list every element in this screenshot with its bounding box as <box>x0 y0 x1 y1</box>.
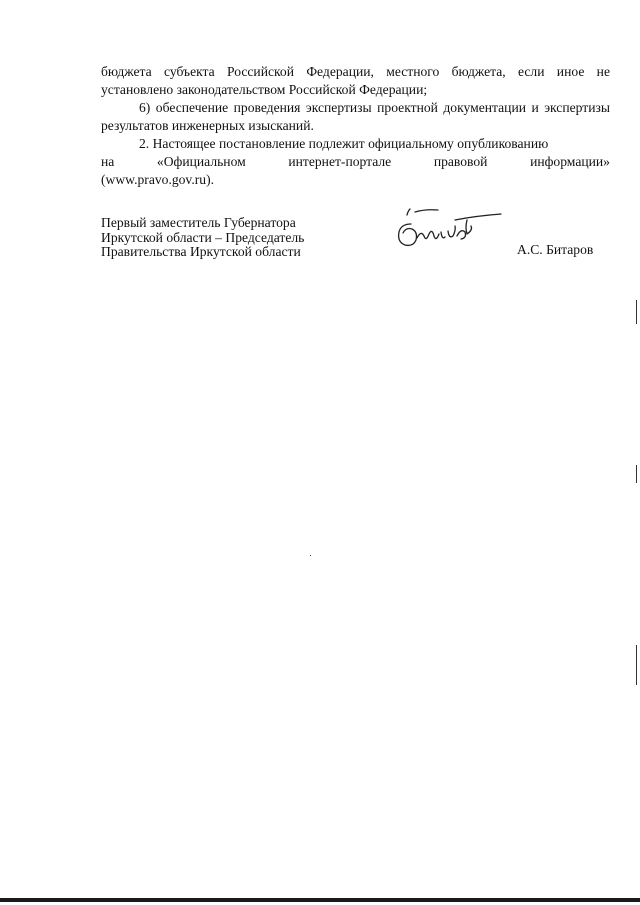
signer-name: А.С. Битаров <box>517 242 594 257</box>
clause-2-word: информации» <box>530 154 610 169</box>
clause-2-word: интернет-портале <box>288 154 392 169</box>
position-line: Первый заместитель Губернатора <box>101 215 296 230</box>
scan-artifact <box>636 300 637 324</box>
clause-2-line-1: 2. Настоящее постановление подлежит официальному опубликованию <box>139 136 549 151</box>
clause-2-word: правовой <box>433 154 488 169</box>
list-item-6: 6) обеспечение проведения экспертизы проектной документации и экспертизы результатов инженерных изысканий. <box>101 100 610 133</box>
clause-2-word: на <box>101 154 115 169</box>
handwritten-signature <box>393 202 505 256</box>
signatory-position <box>101 216 304 260</box>
paragraph-continuation: бюджета субъекта Российской Федерации, местного бюджета, если иное не установлено законодательством Российской Федерации; <box>101 64 610 97</box>
scan-artifact <box>636 465 637 483</box>
scan-bottom-edge <box>0 898 640 902</box>
clause-2-line-3: (www.pravo.gov.ru). <box>101 172 214 187</box>
clause-2-line-2 <box>101 153 610 171</box>
position-line: Правительства Иркутской области <box>101 244 301 259</box>
position-line: Иркутской области – Председатель <box>101 229 305 245</box>
document-body <box>101 63 610 189</box>
scan-artifact <box>636 645 637 685</box>
scan-artifact <box>310 555 311 556</box>
clause-2-word: «Официальном <box>156 154 246 169</box>
